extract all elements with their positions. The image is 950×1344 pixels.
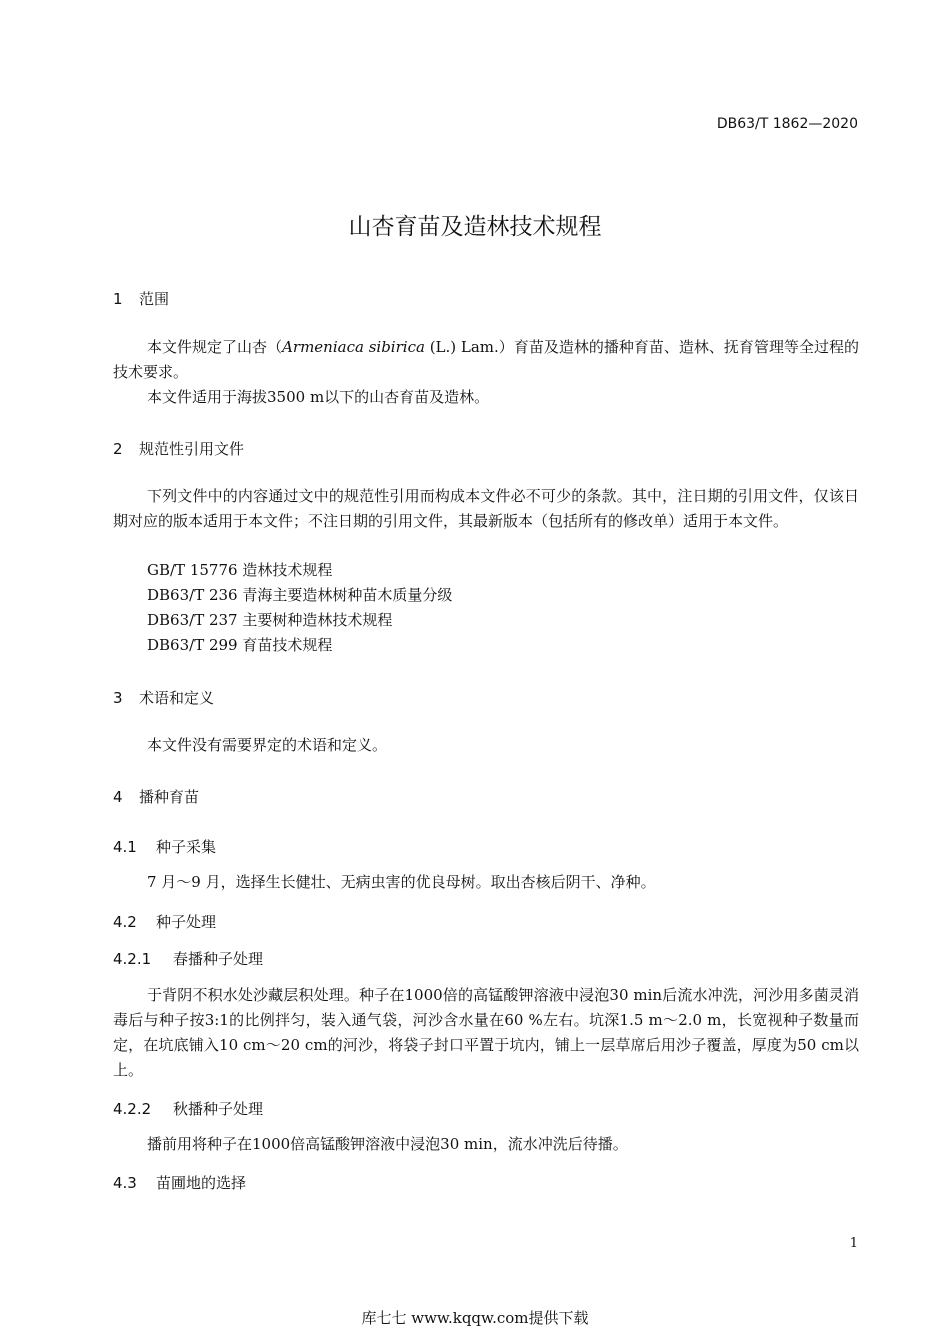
section-number: 4.1 [113, 838, 137, 856]
section-title: 范围 [139, 290, 170, 308]
seed-collection-paragraph: 7 月～9 月，选择生长健壮、无病虫害的优良母树。取出杏核后阴干、净种。 [147, 873, 656, 891]
section-number: 1 [113, 290, 123, 308]
section-number: 4.2.1 [113, 950, 152, 968]
subsection-heading-4-2-1 [113, 948, 263, 969]
section-heading-4 [113, 786, 199, 807]
page-number: 1 [849, 1236, 858, 1251]
document-code: DB63/T 1862—2020 [716, 116, 858, 132]
section-title: 种子采集 [156, 838, 217, 856]
section-number: 4.3 [113, 1174, 137, 1192]
autumn-seed-treatment-paragraph: 播前用将种子在1000倍高锰酸钾溶液中浸泡30 min，流水冲洗后待播。 [147, 1135, 628, 1153]
subsection-heading-4-2 [113, 911, 216, 932]
document-title: 山杏育苗及造林技术规程 [348, 214, 602, 240]
section-number: 4.2 [113, 913, 137, 931]
subsection-heading-4-2-2 [113, 1098, 263, 1119]
scope-paragraph-1 [113, 335, 859, 385]
download-footer: 库七七 www.kqqw.com提供下载 [361, 1309, 589, 1327]
reference-item: GB/T 15776 造林技术规程 [147, 561, 333, 579]
section-title: 苗圃地的选择 [156, 1174, 247, 1192]
reference-item: DB63/T 299 育苗技术规程 [147, 636, 333, 654]
section-number: 4 [113, 788, 123, 806]
section-title: 春播种子处理 [173, 950, 264, 968]
text-run: (L.) Lam.）育苗及造林的播种育苗、造林、抚育管理等全过程的技术要求。 [113, 338, 859, 381]
terms-paragraph: 本文件没有需要界定的术语和定义。 [147, 736, 388, 754]
spring-seed-treatment-paragraph: 于背阴不积水处沙藏层积处理。种子在1000倍的高锰酸钾溶液中浸泡30 min后流水冲洗，河沙用多菌灵消毒后与种子按3:1的比例拌匀，装入通气袋，河沙含水量在60 %左右。坑深1.5 m～2.0 m，长宽视种子数量而定，在坑底铺入10 cm～20 cm的河沙，将袋子封口平置于坑内，铺上一层草席后用沙子覆盖，厚度为50 cm以上。 [113, 986, 859, 1079]
subsection-heading-4-1 [113, 836, 216, 857]
text-run: 本文件规定了山杏（ [147, 338, 283, 356]
subsection-heading-4-3 [113, 1172, 246, 1193]
reference-item: DB63/T 236 青海主要造林树种苗木质量分级 [147, 586, 453, 604]
section-heading-2 [113, 438, 244, 459]
section-title: 秋播种子处理 [173, 1100, 264, 1118]
section-title: 规范性引用文件 [139, 440, 245, 458]
section-title: 术语和定义 [139, 689, 215, 707]
section-number: 2 [113, 440, 123, 458]
section-number: 4.2.2 [113, 1100, 152, 1118]
section-title: 种子处理 [156, 913, 217, 931]
section-title: 播种育苗 [139, 788, 200, 806]
section-heading-1 [113, 288, 169, 309]
reference-item: DB63/T 237 主要树种造林技术规程 [147, 611, 393, 629]
section-number: 3 [113, 689, 123, 707]
normative-references-paragraph: 下列文件中的内容通过文中的规范性引用而构成本文件必不可少的条款。其中，注日期的引用文件，仅该日期对应的版本适用于本文件；不注日期的引用文件，其最新版本（包括所有的修改单）适用于本文件。 [113, 487, 859, 530]
species-name: Armeniaca sibirica [282, 338, 425, 356]
section-heading-3 [113, 687, 214, 708]
scope-paragraph-2: 本文件适用于海拔3500 m以下的山杏育苗及造林。 [147, 388, 490, 406]
